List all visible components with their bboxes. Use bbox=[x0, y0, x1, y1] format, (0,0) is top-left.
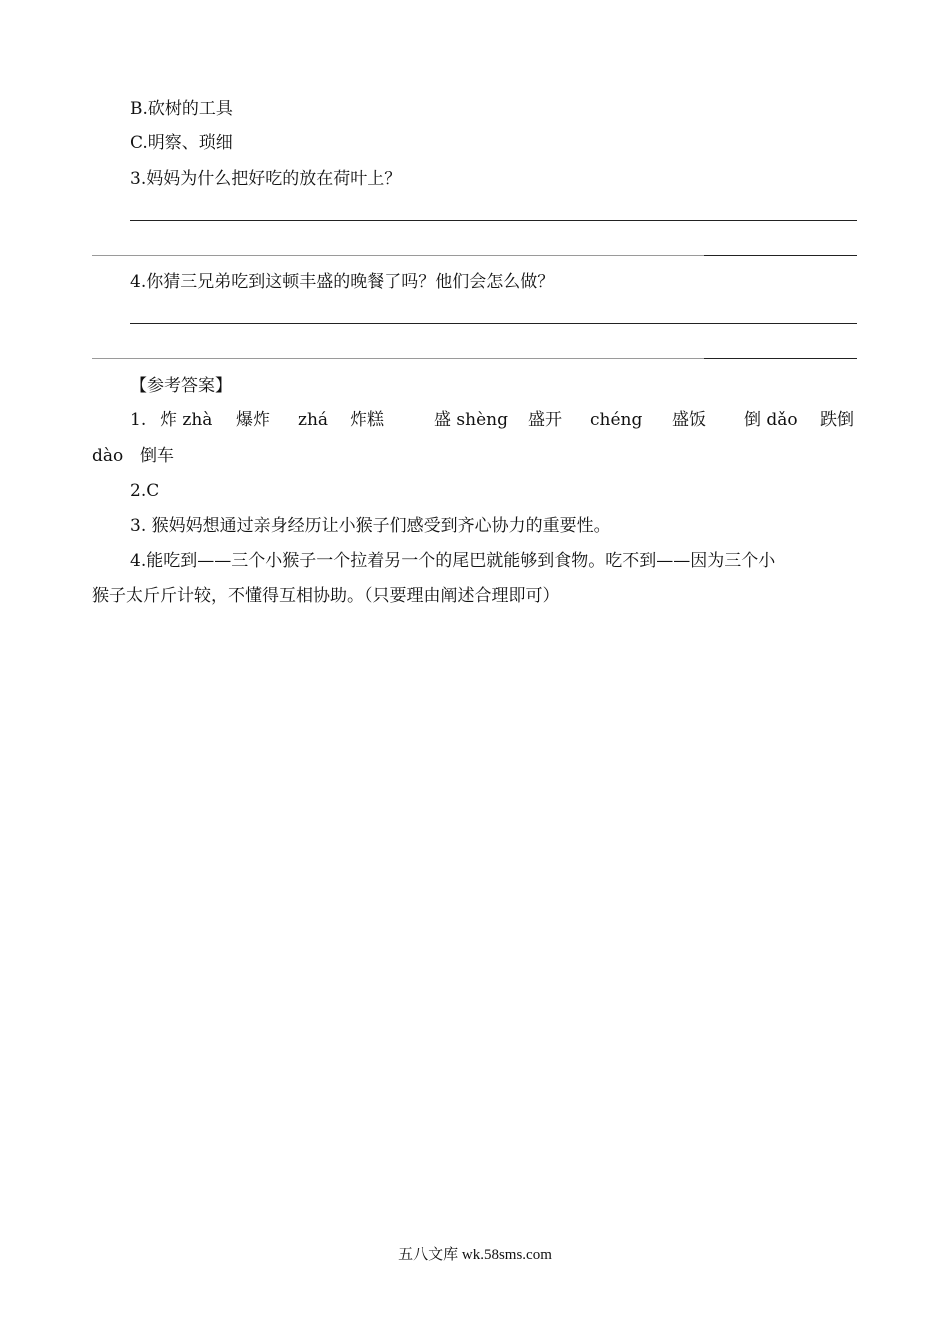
answer-1-token: 炸 zhà bbox=[160, 410, 213, 430]
answer-line bbox=[704, 358, 857, 359]
answer-line bbox=[704, 255, 857, 256]
answer-1-token: chéng bbox=[590, 410, 643, 430]
answer-3: 3. 猴妈妈想通过亲身经历让小猴子们感受到齐心协力的重要性。 bbox=[130, 516, 611, 536]
answer-1-token: 倒车 bbox=[140, 446, 174, 466]
answer-4-line-2: 猴子太斤斤计较，不懂得互相协助。（只要理由阐述合理即可） bbox=[92, 586, 560, 606]
answer-line bbox=[130, 323, 857, 324]
answer-1-token: dào bbox=[92, 446, 124, 466]
question-4: 4.你猜三兄弟吃到这顿丰盛的晚餐了吗？他们会怎么做？ bbox=[130, 272, 555, 292]
answer-line bbox=[92, 358, 704, 359]
answer-1-continuation bbox=[92, 445, 858, 467]
answer-1-token: 炸糕 bbox=[350, 410, 384, 430]
answer-1-token: zhá bbox=[298, 410, 329, 430]
answer-4-line-1: 4.能吃到——三个小猴子一个拉着另一个的尾巴就能够到食物。吃不到——因为三个小 bbox=[130, 551, 776, 571]
answer-1-token: 盛 shèng bbox=[434, 410, 508, 430]
answer-1-row bbox=[92, 409, 858, 431]
answer-1-token: 跌倒 bbox=[820, 410, 854, 430]
option-c: C.明察、琐细 bbox=[130, 133, 233, 153]
answer-1-token: 盛开 bbox=[528, 410, 562, 430]
footer-watermark: 五八文库 wk.58sms.com bbox=[398, 1247, 552, 1263]
answers-heading: 【参考答案】 bbox=[130, 376, 232, 396]
answer-1-token: 倒 dǎo bbox=[744, 410, 798, 430]
answer-2: 2.C bbox=[130, 481, 160, 501]
answer-1-token: 盛饭 bbox=[672, 410, 706, 430]
answer-line bbox=[92, 255, 704, 256]
answer-1-number: 1. bbox=[130, 410, 147, 430]
question-3: 3.妈妈为什么把好吃的放在荷叶上？ bbox=[130, 169, 402, 189]
answer-1-token: 爆炸 bbox=[236, 410, 270, 430]
answer-line bbox=[130, 220, 857, 221]
option-b: B.砍树的工具 bbox=[130, 99, 233, 119]
